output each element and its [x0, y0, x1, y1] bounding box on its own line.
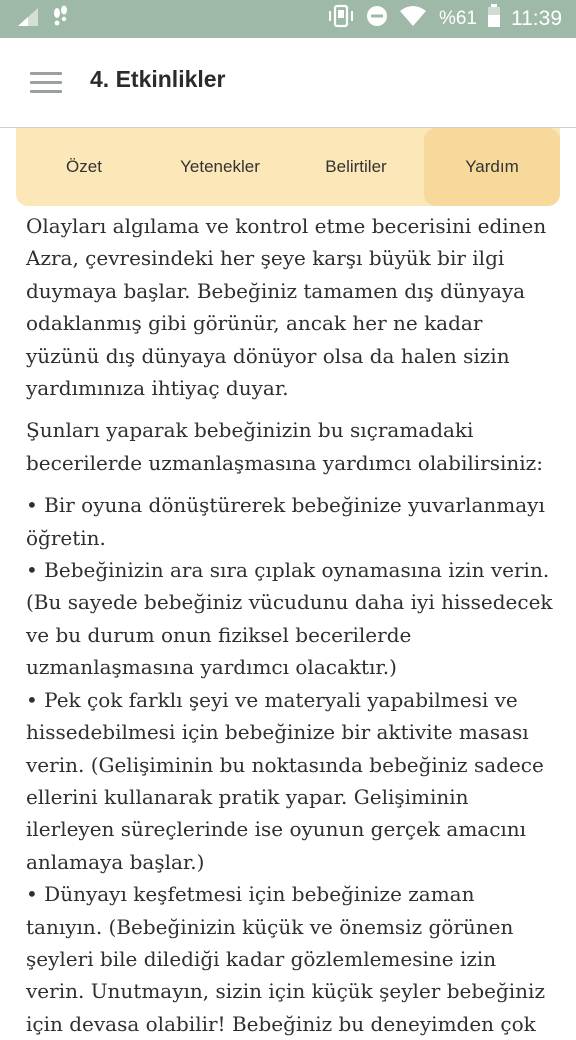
- wifi-icon: [399, 5, 427, 33]
- tip-item: • Dünyayı keşfetmesi için bebeğinize zaman tanıyın. (Bebeğinizin küçük ve önemsiz görünen şeyleri bile dilediği kadar gözlemlemesine izin verin. Unutmayın, sizin için küçük şeyler bebeğiniz için devasa olabilir! Bebeğiniz bu deneyimden çok: [26, 882, 545, 1036]
- help-content: [26, 210, 554, 1040]
- status-bar-left: [16, 6, 70, 32]
- status-bar: [0, 0, 576, 38]
- tip-item: • Bebeğinizin ara sıra çıplak oynamasına izin verin. (Bu sayede bebeğiniz vücudunu daha iyi hissedecek ve bu durum onun fiziksel becerilerde uzmanlaşmasına yardımcı olacaktır.): [26, 558, 553, 680]
- tab-bar: [16, 128, 560, 206]
- page-title: 4. Etkinlikler: [90, 66, 226, 92]
- tip-item: • Bir oyuna dönüştürerek bebeğinize yuvarlanmayı öğretin.: [26, 493, 545, 550]
- battery-icon: [487, 4, 501, 34]
- status-bar-right: [327, 6, 562, 32]
- tab-ozet[interactable]: Özet: [66, 157, 102, 176]
- hamburger-menu-icon[interactable]: [30, 72, 62, 94]
- tab-yetenekler[interactable]: Yetenekler: [180, 157, 260, 176]
- tab-yardim[interactable]: Yardım: [424, 128, 560, 206]
- battery-percent: %61: [438, 8, 477, 29]
- do-not-disturb-icon: [365, 4, 389, 34]
- clock: 11:39: [511, 7, 562, 30]
- tip-item: • Pek çok farklı şeyi ve materyali yapabilmesi ve hissedebilmesi için bebeğinize bir aktivite masası verin. (Gelişiminin bu noktasında bebeğiniz sadece ellerini kullanarak pratik yapar. Gelişiminin ilerleyen süreçlerinde ise oyunun gerçek amacını anlamaya başlar.): [26, 687, 544, 874]
- app-bar: [0, 38, 576, 128]
- vibrate-icon: [327, 4, 355, 34]
- tab-belirtiler[interactable]: Belirtiler: [325, 157, 387, 176]
- intro-paragraph: Olayları algılama ve kontrol etme becerisini edinen Azra, çevresindeki her şeye karşı büyük bir ilgi duymaya başlar. Bebeğiniz tamamen dış dünyaya odaklanmış gibi görünür, ancak her ne kadar yüzünü dış dünyaya dönüyor olsa da halen sizin yardımınıza ihtiyaç duyar.: [26, 214, 547, 401]
- signal-icon: [16, 6, 40, 33]
- tips-intro-paragraph: Şunları yaparak bebeğinizin bu sıçramadaki becerilerde uzmanlaşmasına yardımcı olabilirsiniz:: [26, 418, 543, 475]
- footprint-icon: [50, 5, 70, 34]
